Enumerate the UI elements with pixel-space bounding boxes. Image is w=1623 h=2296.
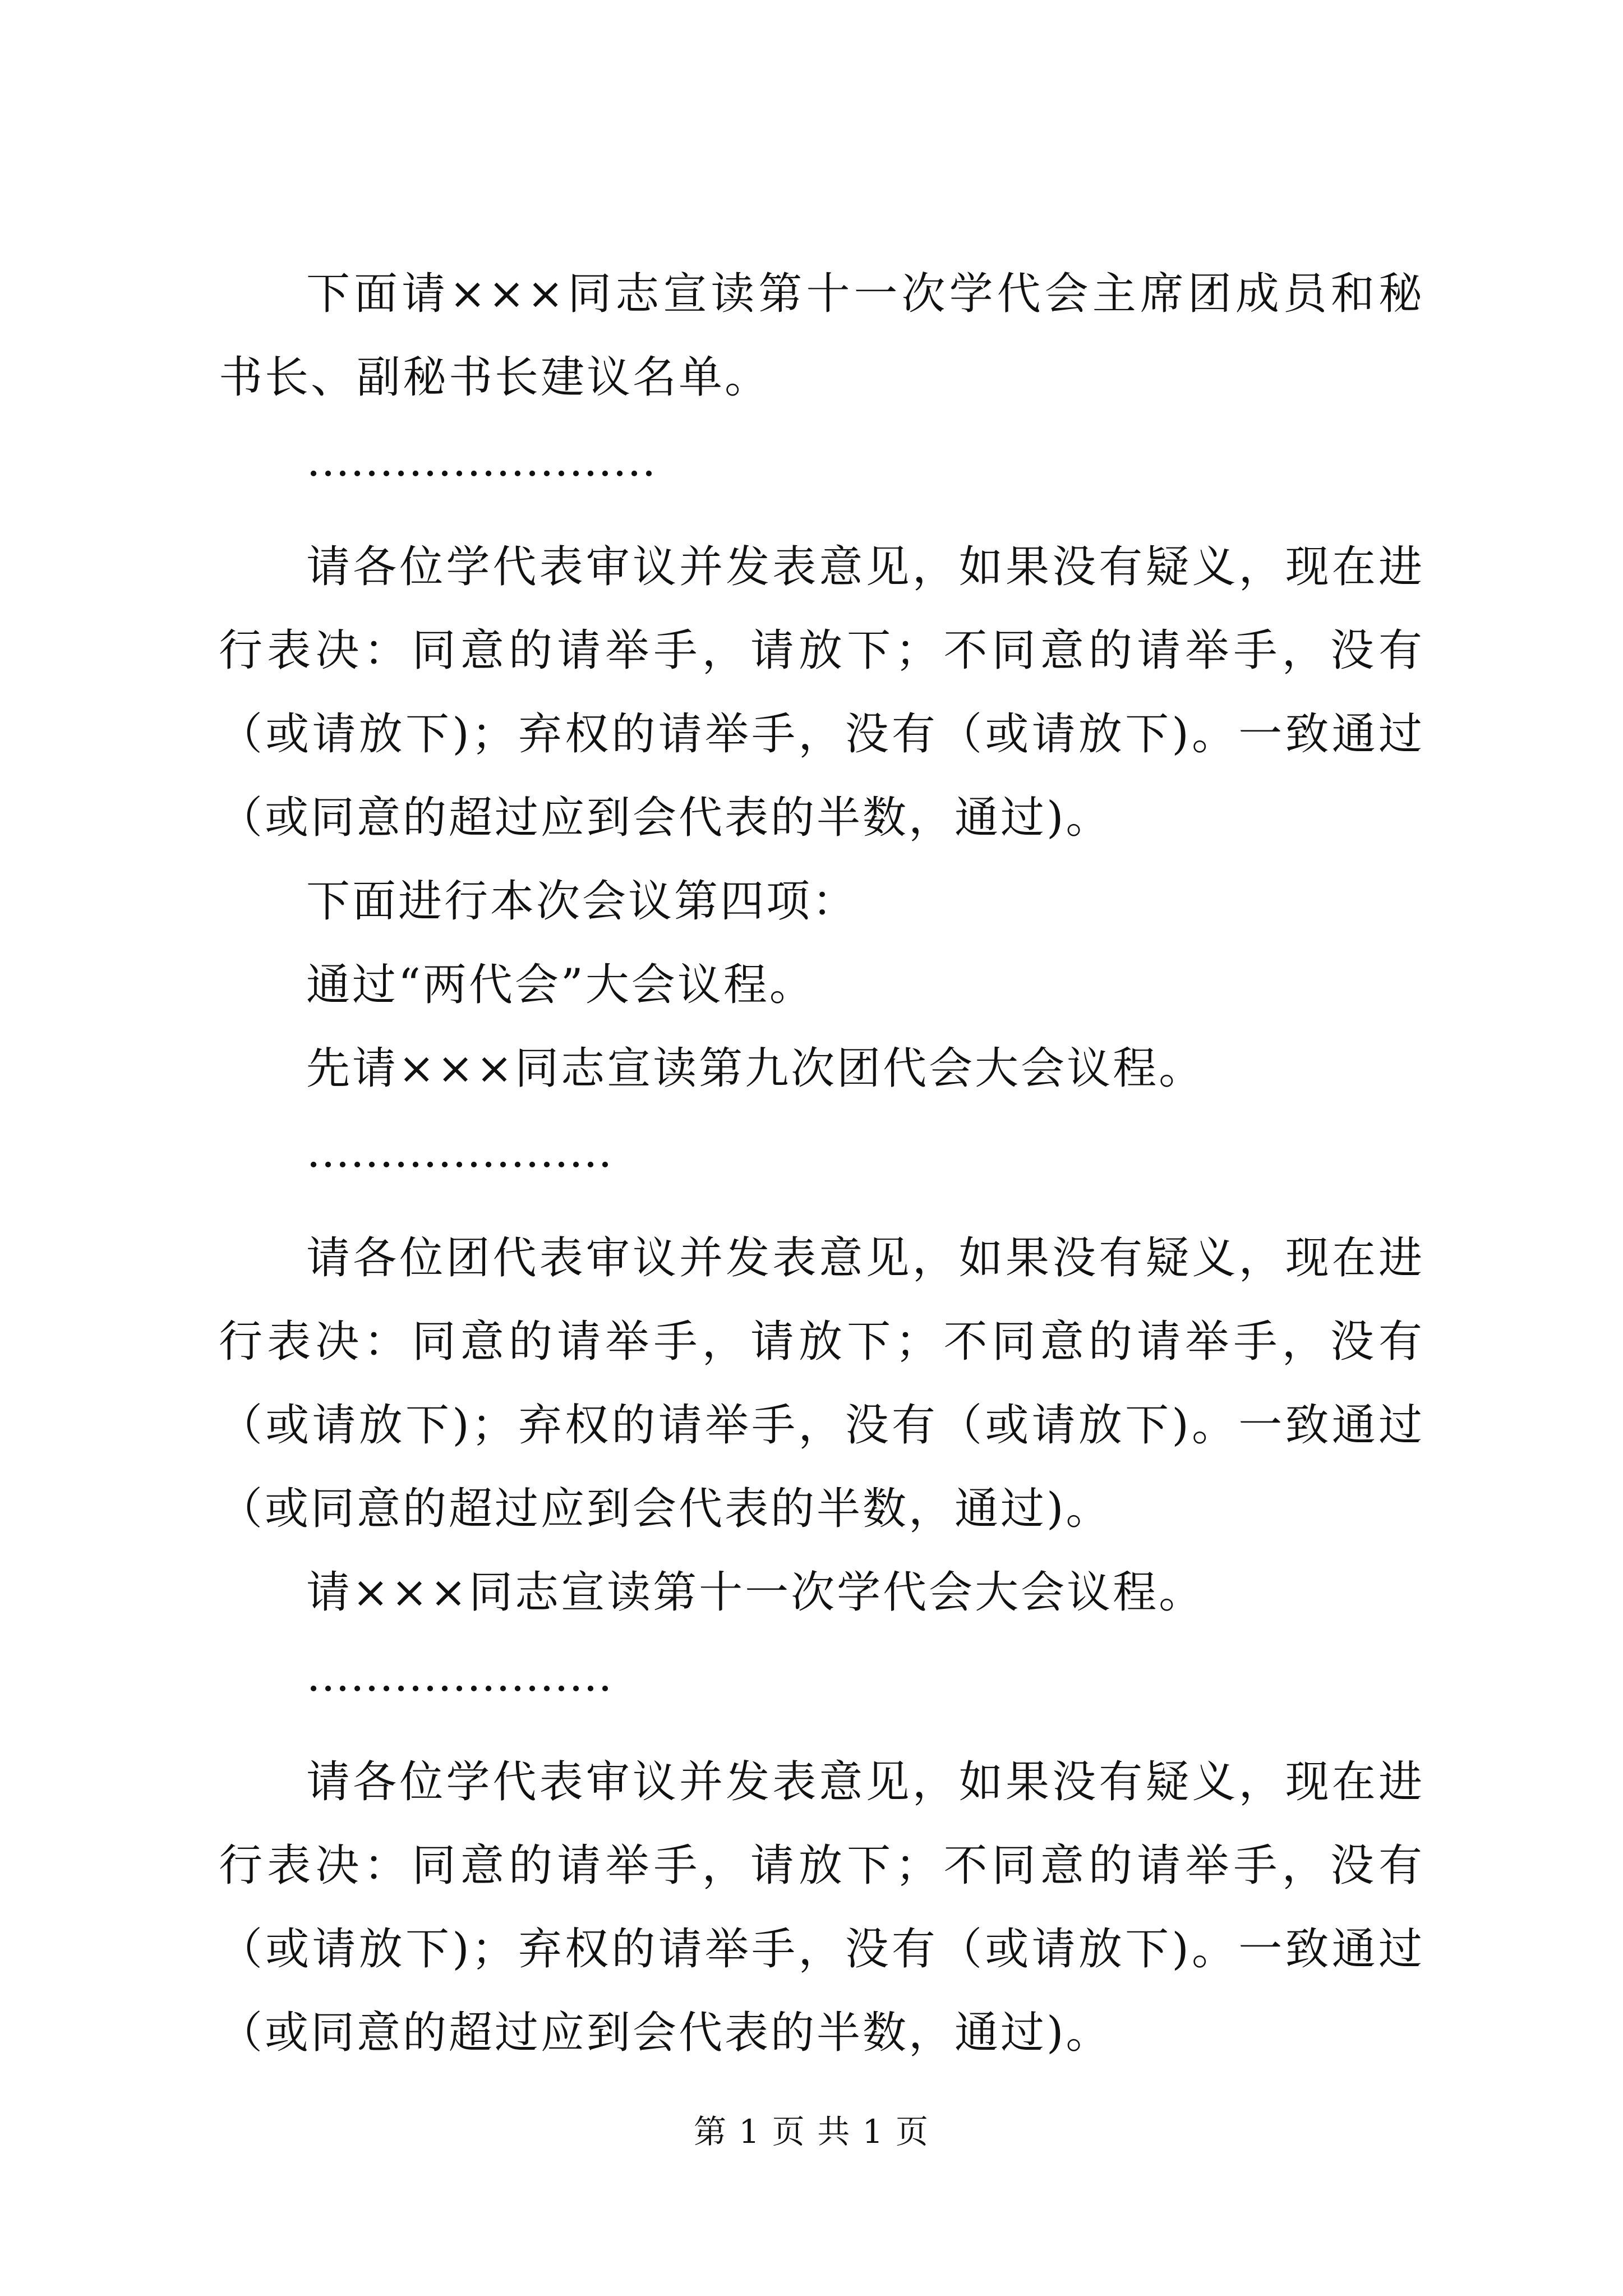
paragraph-fourth-item: 下面进行本次会议第四项： [306,876,859,927]
ellipsis-separator: …………………… [306,436,656,486]
paragraph-read-presidium-list: 下面请×××同志宣读第十一次学代会主席团成员和秘书长、副秘书长建议名单。 [219,269,1424,403]
paragraph-pass-agenda: 通过“两代会”大会议程。 [306,960,815,1010]
page-number-footer: 第 1 页 共 1 页 [694,2113,929,2151]
ellipsis-separator: ………………… [306,1651,612,1701]
paragraph-read-student-agenda: 请×××同志宣读第十一次学代会大会议程。 [306,1567,1205,1618]
paragraph-student-vote-2: 请各位学代表审议并发表意见，如果没有疑义，现在进行表决：同意的请举手，请放下；不同意的请举手，没有（或请放下)；弃权的请举手，没有（或请放下)。一致通过（或同意的超过应到会代表的半数，通过)。 [219,1757,1424,2058]
ellipsis-separator: ………………… [306,1127,612,1177]
document-body [219,252,1424,2075]
paragraph-league-vote: 请各位团代表审议并发表意见，如果没有疑义，现在进行表决：同意的请举手，请放下；不同意的请举手，没有（或请放下)；弃权的请举手，没有（或请放下)。一致通过（或同意的超过应到会代表的半数，通过)。 [219,1233,1424,1534]
paragraph-student-vote: 请各位学代表审议并发表意见，如果没有疑义，现在进行表决：同意的请举手，请放下；不同意的请举手，没有（或请放下)；弃权的请举手，没有（或请放下)。一致通过（或同意的超过应到会代表的半数，通过)。 [219,542,1424,843]
paragraph-read-league-agenda: 先请×××同志宣读第九次团代会大会议程。 [306,1043,1205,1094]
